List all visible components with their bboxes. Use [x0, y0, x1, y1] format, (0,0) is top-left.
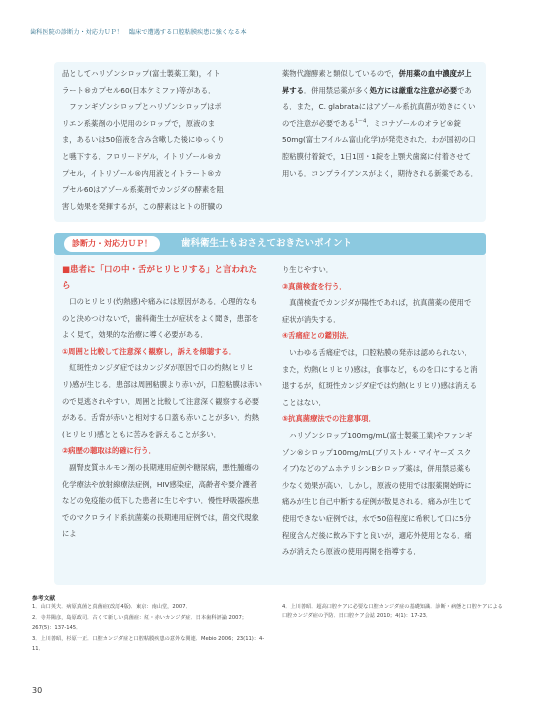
running-header: 歯科医院の診断力・対応力ＵＰ！ 臨床で遭遇する口腔粘膜疾患に強くなる本 [30, 29, 247, 36]
reference-item: 1．山口英夫．病原真菌と真菌症(改訂4版)．東京：南山堂，2007． [32, 604, 191, 610]
text-run: 薬物代謝酵素と類似しているので， [282, 69, 399, 78]
emphasis-text: 処方には厳重な注意が必要 [369, 85, 458, 95]
references-title: 参考文献 [32, 596, 56, 602]
top-left-line: ファンギゾンシロップとハリゾンシロップはポ [62, 102, 222, 112]
point-title-3: ③真菌検査を行う． [282, 281, 347, 291]
point-body-2: 副腎皮質ホルモン剤の長期連用症例や糖尿病，悪性腫瘍の化学療法や放射線療法症例，HIV感染症，高齢者や要介護者などの免疫能の低下した患者に生じやすい．慢性呼吸器疾患でのマクロライド系抗菌薬の長期連用症例では，菌交代現象によ [62, 462, 260, 539]
points-banner [54, 233, 486, 255]
banner-tag: 診断力・対応力ＵＰ！ [64, 236, 160, 252]
top-left-line: ラート®カプセル60(日本ケミファ)等がある． [62, 85, 216, 95]
references-right [282, 603, 508, 624]
top-left-line: プセル60はアゾール系薬剤でカンジダの酵素を阻 [62, 185, 224, 195]
point-body-1: 紅斑性カンジダ症ではカンジダが原因で口の灼熱(ヒリヒリ)感が生じる．患部は周囲粘膜より赤いが，口腔粘膜は赤いので見逃されやすい．周囲と比較して注意深く観察する必要がある．舌背が赤いと相対する口蓋も赤いことが多い．灼熱(ヒリヒリ)感とともに苦みを訴えることが多い． [62, 363, 262, 439]
top-right-column [282, 66, 478, 182]
text-run: ．併用禁忌薬が多く [303, 85, 370, 95]
reference-item: 2．寺井陽彦，島原政司．古くて新しい真菌症：紅・赤いカンジダ症．日本歯科評論 2007；267(5)：137-145． [32, 615, 247, 631]
banner-title: 歯科衛生士もおさえておきたいポイント [181, 238, 353, 249]
top-left-line: ま，あるいは50倍液を含み含嗽した後にゆっくり [62, 135, 225, 145]
point-title-5: ⑤抗真菌療法での注意事項． [282, 414, 376, 424]
intro-paragraph: 口のヒリヒリ(灼熱感)や痛みには原因がある．心理的なものと決めつけないで，歯科衛生士が症状をよく聞き，患部をよく見て，効果的な治療に導く必要がある． [62, 297, 259, 340]
top-left-line: リエン系薬剤の小児用のシロップで，原液のま [62, 118, 216, 128]
text-run: である．また，C. glabrataにはアゾール系抗真菌が効きにくいので注意が必要である [282, 85, 476, 128]
reference-item: 4．上川善昭．超高口腔ケアに必要な口腔カンジダ症の基礎知識．診断・病態と口腔ケアによる口腔カンジダ症の予防．日口腔ケア会誌 2010；4(1)：17-23． [282, 604, 503, 620]
citation-superscript: 1～4 [354, 118, 367, 125]
point-title-4: ④舌痛症との鑑別法． [282, 331, 354, 341]
points-right-column [282, 262, 478, 561]
point-body-5: ハリゾンシロップ100mg/mL(富士製薬工業)やファンギゾン®シロップ100mg/mL(ブリストル・マイヤーズ スクイブ)などのアムホテリシンBシロップ薬は，併用禁忌薬も少なく効果が高い．しかし，原液の使用では服薬開始時に痛みが生じ自己中断する症例が散見される．痛みが生じて使用できない症例では，水で50倍程度に希釈して口に5分程度含んだ後に飲み下すと良いが，適応外使用となる．痛みが消えたら原液の使用再開を指導する． [282, 430, 473, 557]
references-left [32, 603, 268, 656]
point-title-2: ②病歴の聴取は的確に行う． [62, 446, 156, 456]
top-left-column [62, 66, 258, 215]
top-left-line: 害し効果を発揮するが，この酵素はヒトの肝臓の [62, 201, 223, 211]
top-right-paragraph [282, 66, 478, 182]
section-heading: ■患者に「口の中・舌がヒリヒリする」と言われたら [62, 265, 258, 291]
continued-text: り生じやすい． [282, 265, 334, 274]
text-run: ．ミコナゾールのオラビ®錠50mg(富士フイルム富山化学)が発売された．わが国初の口腔粘膜付着錠で，1日1回・1錠を上顎犬歯窩に付着させて用いる．コンプライアンスがよく，期待される新薬である． [282, 118, 478, 178]
point-title-1: ①周囲と比較して注意深く観察し，訴えを傾聴する． [62, 346, 237, 356]
top-left-line: と嚥下する．フロリードゲル，イトリゾール®カ [62, 151, 222, 161]
top-left-line: 品としてハリゾンシロップ(富士製薬工業)，イト [62, 69, 221, 78]
point-body-4: いわゆる舌痛症では，口腔粘膜の発赤は認められない．また，灼熱(ヒリヒリ)感は，食事など，ものを口にすると消退するが，紅斑性カンジダ症では灼熱(ヒリヒリ)感は消えることはない． [282, 347, 478, 407]
points-left-column [62, 262, 262, 543]
reference-item: 3．上川善昭，杉原一正．口腔カンジダ症と口腔粘膜疾患の意外な関連．Mebio 2006；23(11)：4-11． [32, 636, 265, 652]
top-left-line: プセル，イトリゾール®内用液とイトラート®カ [62, 168, 222, 178]
emphasis-text: 併用薬の血中濃度が上昇する [282, 69, 472, 95]
page-number: 30 [32, 686, 43, 695]
point-body-3: 真菌検査でカンジダが陽性であれば，抗真菌薬の使用で症状が消失する． [282, 298, 472, 324]
